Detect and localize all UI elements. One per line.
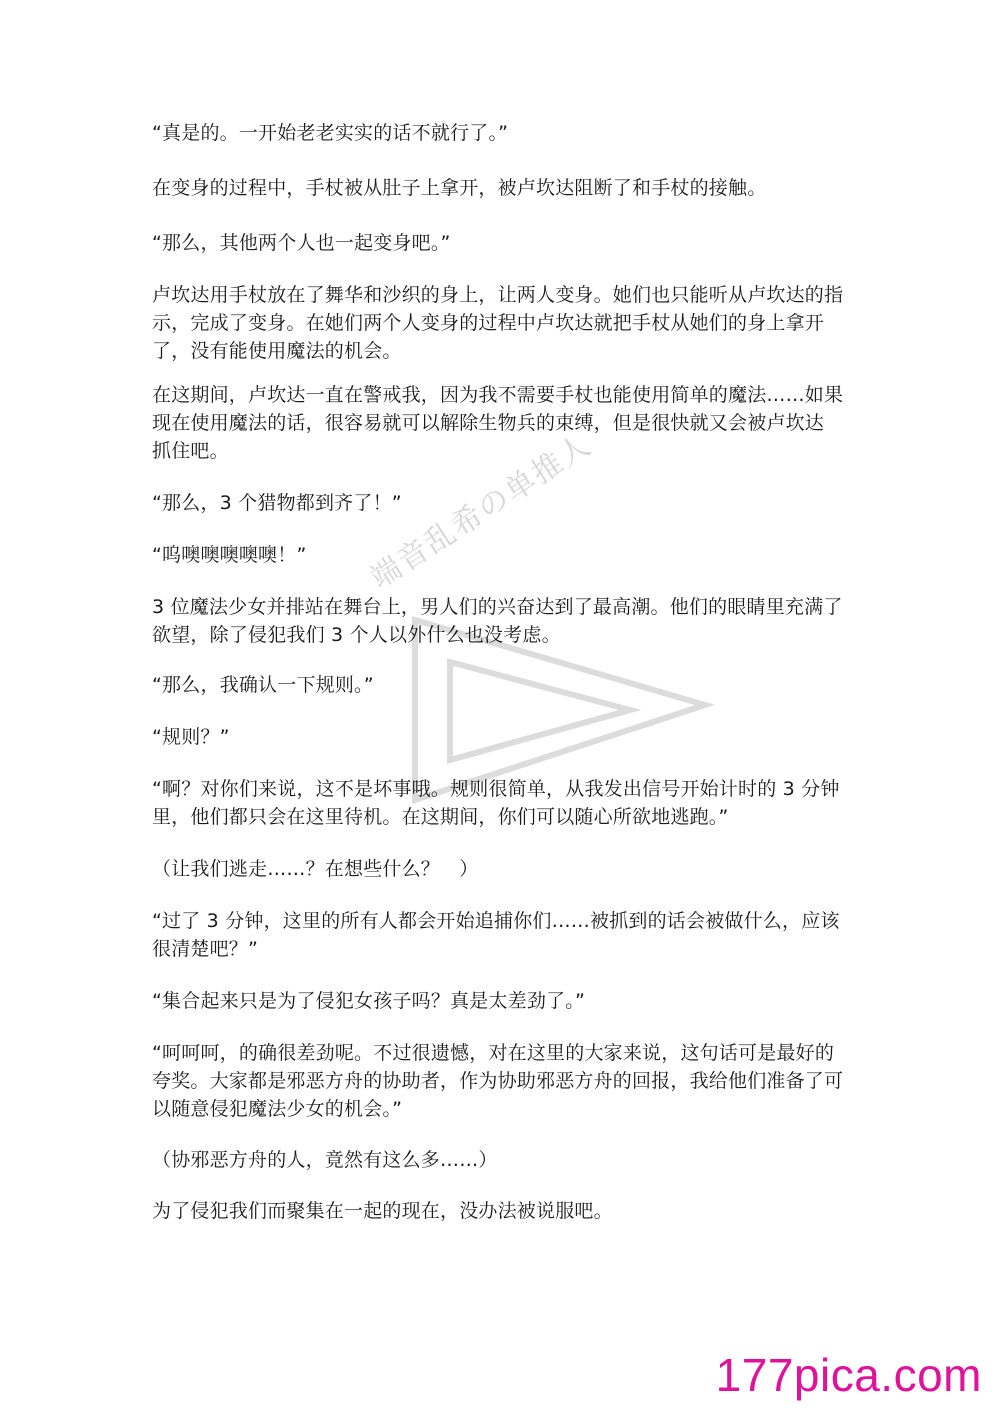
paragraph-6: “那么，3 个猎物都到齐了！”: [152, 492, 402, 514]
paragraph-7: “呜噢噢噢噢噢！”: [152, 544, 307, 566]
paragraph-13: “过了 3 分钟，这里的所有人都会开始追捕你们……被抓到的话会被做什么，应该很清楚吧？”: [152, 910, 840, 960]
paragraph-10: “规则？”: [152, 726, 230, 748]
paragraph-11: “啊？对你们来说，这不是坏事哦。规则很简单，从我发出信号开始计时的 3 分钟里，他们都只会在这里待机。在这期间，你们可以随心所欲地逃跑。”: [152, 778, 840, 828]
paragraph-5: 在这期间，卢坎达一直在警戒我，因为我不需要手杖也能使用简单的魔法……如果现在使用魔法的话，很容易就可以解除生物兵的束缚，但是很快就又会被卢坎达 抓住吧。: [152, 384, 844, 462]
paragraph-9: “那么，我确认一下规则。”: [152, 674, 374, 696]
paragraph-16: （协邪恶方舟的人，竟然有这么多……）: [152, 1149, 498, 1171]
watermark-text: 端音乱希の单推人: [364, 427, 599, 597]
paragraph-3: “那么，其他两个人也一起变身吧。”: [152, 232, 451, 254]
paragraph-15: “呵呵呵，的确很差劲呢。不过很遗憾，对在这里的大家来说，这句话可是最好的夸奖。大家都是邪恶方舟的协助者，作为协助邪恶方舟的回报，我给他们准备了可以随意侵犯魔法少女的机会。”: [152, 1042, 844, 1120]
paragraph-1: “真是的。一开始老老实实的话不就行了。”: [152, 122, 509, 144]
paragraph-12: （让我们逃走……？在想些什么？ ）: [152, 858, 479, 880]
paragraph-17: 为了侵犯我们而聚集在一起的现在，没办法被说服吧。: [152, 1200, 613, 1222]
paragraph-14: “集合起来只是为了侵犯女孩子吗？真是太差劲了。”: [152, 990, 585, 1012]
paragraph-2: 在变身的过程中，手杖被从肚子上拿开，被卢坎达阻断了和手杖的接触。: [152, 177, 767, 199]
site-watermark: 177pica.com: [715, 1349, 982, 1401]
paragraph-8: 3 位魔法少女并排站在舞台上，男人们的兴奋达到了最高潮。他们的眼睛里充满了欲望，除了侵犯我们 3 个人以外什么也没考虑。: [152, 596, 843, 646]
paragraph-4: 卢坎达用手杖放在了舞华和沙织的身上，让两人变身。她们也只能听从卢坎达的指示，完成了变身。在她们两个人变身的过程中卢坎达就把手杖从她们的身上拿开了，没有能使用魔法的机会。: [152, 284, 844, 362]
